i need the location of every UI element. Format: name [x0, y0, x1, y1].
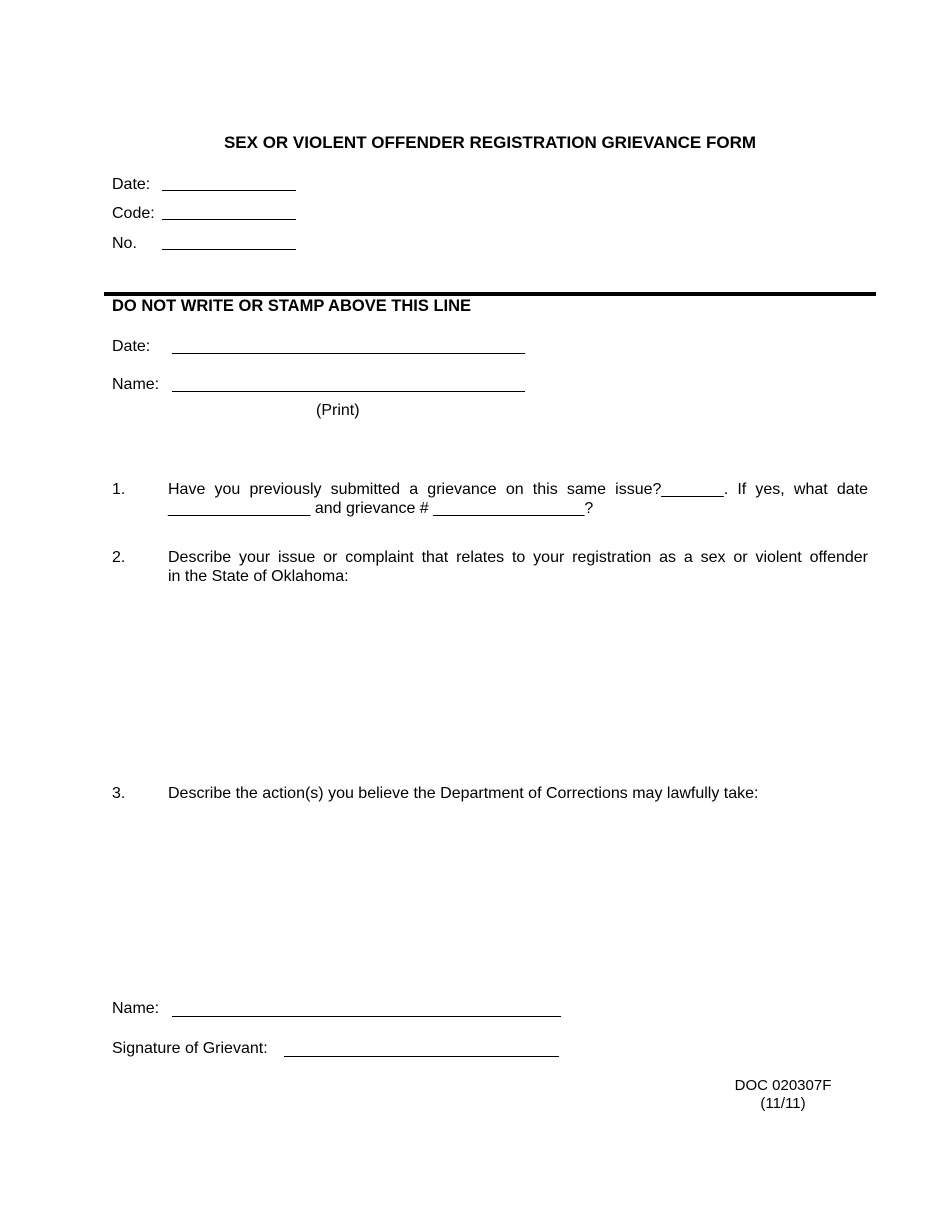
- question-2-number: 2.: [112, 549, 126, 566]
- name-field[interactable]: [172, 391, 525, 392]
- question-3-number: 3.: [112, 785, 126, 802]
- question-1-line1: Have you previously submitted a grievance on this same issue?_______. If yes, what date: [168, 481, 868, 498]
- office-no-label: No.: [112, 235, 137, 252]
- question-3-line1: Describe the action(s) you believe the Department of Corrections may lawfully take:: [168, 785, 759, 802]
- date-field[interactable]: [172, 353, 525, 354]
- office-code-label: Code:: [112, 205, 155, 222]
- signature-label: Signature of Grievant:: [112, 1040, 268, 1057]
- form-revision: (11/11): [760, 1095, 806, 1112]
- question-1-line2: ________________ and grievance # _________________?: [168, 500, 594, 517]
- office-code-field[interactable]: [162, 219, 296, 220]
- office-date-label: Date:: [112, 176, 151, 193]
- signature-name-label: Name:: [112, 1000, 160, 1017]
- office-date-field[interactable]: [162, 190, 296, 191]
- form-title: SEX OR VIOLENT OFFENDER REGISTRATION GRIEVANCE FORM: [223, 133, 757, 152]
- divider-text: DO NOT WRITE OR STAMP ABOVE THIS LINE: [112, 297, 472, 315]
- office-no-field[interactable]: [162, 249, 296, 250]
- form-code: DOC 020307F: [734, 1077, 832, 1094]
- question-2-answer-area[interactable]: [168, 592, 868, 772]
- name-label: Name:: [112, 376, 160, 393]
- print-note: (Print): [316, 402, 360, 419]
- question-1-number: 1.: [112, 481, 126, 498]
- date-label: Date:: [112, 338, 151, 355]
- signature-name-field[interactable]: [172, 1016, 561, 1017]
- question-2-line2: in the State of Oklahoma:: [168, 568, 349, 585]
- signature-field[interactable]: [284, 1056, 559, 1057]
- question-3-answer-area[interactable]: [168, 808, 868, 988]
- question-2-line1: Describe your issue or complaint that relates to your registration as a sex or violent offender: [168, 549, 868, 566]
- divider-rule: [104, 292, 876, 296]
